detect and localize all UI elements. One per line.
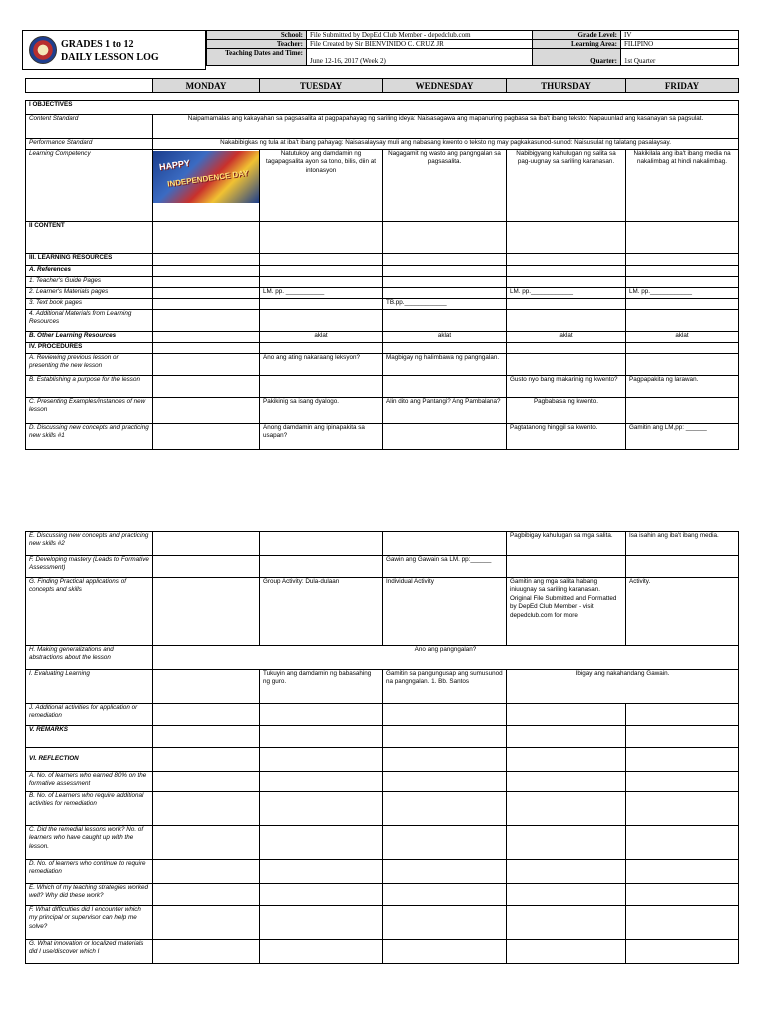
table-row [26, 254, 739, 266]
other-resources-thursday: aklat [507, 332, 626, 343]
other-resources-wednesday: aklat [383, 332, 507, 343]
procedure-c-thursday: Pagbabasa ng kwento. [507, 398, 626, 424]
table-row [26, 826, 739, 860]
performance-standard-text: Nakabibigkas ng tula at iba't ibang pahayag: Naisasalaysay muli ang nabasang kwento o teksto ng may pagkakasunod-sunod: Naisusulat ng talatang pasalaysay. [153, 139, 739, 150]
procedure-g-thursday: Gamitin ang mga salita habang iniuugnay sa sariling karanasan. Original File Submitted and Formatted by DepEd Club Member - visit depedclub.com for more [507, 578, 626, 646]
table-row [26, 266, 739, 277]
competency-friday: Nakikilala ang iba't ibang media na nakalimbag at hindi nakalimbag. [626, 150, 739, 222]
table-row [26, 139, 739, 150]
competency-thursday: Nabibigyang kahulugan ng salita sa pag-uugnay sa sariling karanasan. [507, 150, 626, 222]
section-content: II CONTENT [26, 222, 153, 254]
logo-title: GRADES 1 to 12 [61, 39, 134, 50]
procedure-g-wednesday: Individual Activity [383, 578, 507, 646]
day-header-table [25, 78, 739, 93]
procedure-b-thursday: Gusto nyo bang makarinig ng kwento? [507, 376, 626, 398]
procedure-d-thursday: Pagtatanong hinggil sa kwento. [507, 424, 626, 450]
performance-standard-label: Performance Standard [26, 139, 153, 150]
table-row [26, 101, 739, 115]
content-standard-text: Naipamamalas ang kakayahan sa pagsasalita at pagpapahayag ng sariling ideya: Naisasagawa ang mapanuring pagbasa sa iba't ibang teksto: Napauunlad ang kasanayan sa pagsulat. [153, 115, 739, 139]
teacher-value: File Created by Sir BIENVINIDO C. CRUZ JR [307, 40, 533, 49]
procedure-e-friday: Isa isahin ang iba't ibang media. [626, 532, 739, 556]
table-row [26, 332, 739, 343]
banner-line1: HAPPY [158, 157, 191, 173]
procedure-b-friday: Pagpapakita ng larawan. [626, 376, 739, 398]
teaching-dates-label: Teaching Dates and Time: [207, 49, 307, 66]
table-row [26, 398, 739, 424]
grade-level-value: IV [621, 31, 739, 40]
table-row [26, 277, 739, 288]
other-resources-label: B. Other Learning Resources [26, 332, 153, 343]
school-value: File Submitted by DepEd Club Member - depedclub.com [307, 31, 533, 40]
table-row [26, 726, 739, 748]
table-row [26, 354, 739, 376]
table-row [26, 704, 739, 726]
learning-area-value: FILIPINO [621, 40, 739, 49]
procedure-d-tuesday: Anong damdamin ang ipinapakita sa usapan? [260, 424, 383, 450]
table-row [26, 940, 739, 964]
table-row [26, 792, 739, 826]
quarter-value: 1st Quarter [621, 49, 739, 66]
procedure-g-tuesday: Group Activity: Dula-dulaan [260, 578, 383, 646]
reflection-e-label: E. Which of my teaching strategies worked well? Why did these work? [26, 884, 153, 906]
table-row [26, 115, 739, 139]
teacher-label: Teacher: [207, 40, 307, 49]
independence-day-banner [153, 150, 260, 222]
section-procedures: IV. PROCEDURES [26, 343, 153, 354]
day-monday: MONDAY [153, 79, 260, 93]
procedure-a-label: A. Reviewing previous lesson or presenting the new lesson [26, 354, 153, 376]
day-wednesday: WEDNESDAY [383, 79, 507, 93]
table-row [26, 670, 739, 704]
table-row [26, 222, 739, 254]
table-row [26, 578, 739, 646]
teachers-guide-label: 1. Teacher's Guide Pages [26, 277, 153, 288]
procedure-b-label: B. Establishing a purpose for the lesson [26, 376, 153, 398]
table-row [26, 299, 739, 310]
deped-logo-block [22, 30, 206, 70]
procedure-h-text: Ano ang pangngalan? [153, 646, 739, 670]
procedure-i-wednesday: Gamitin sa pangungusap ang sumusunod na pangngalan. 1. Bb. Santos [383, 670, 507, 704]
learners-materials-label: 2. Learner's Materials pages [26, 288, 153, 299]
table-row [26, 748, 739, 772]
procedure-j-label: J. Additional activities for application or remediation [26, 704, 153, 726]
header-info-table [206, 30, 739, 66]
table-row [26, 150, 739, 222]
table-row [26, 556, 739, 578]
table-row [26, 376, 739, 398]
table-row [26, 860, 739, 884]
table-row [26, 310, 739, 332]
procedure-e-label: E. Discussing new concepts and practicing new skills #2 [26, 532, 153, 556]
procedure-i-label: I. Evaluating Learning [26, 670, 153, 704]
day-tuesday: TUESDAY [260, 79, 383, 93]
procedure-a-wednesday: Magbigay ng halimbawa ng pangngalan. [383, 354, 507, 376]
procedure-c-label: C. Presenting Examples/instances of new lesson [26, 398, 153, 424]
section-reflection: VI. REFLECTION [26, 748, 153, 772]
deped-seal-icon [29, 36, 57, 64]
independence-day-image [153, 151, 259, 203]
lesson-log-table-page1 [25, 100, 739, 450]
tb-pages-wednesday: TB.pp.____________ [383, 299, 507, 310]
table-row [26, 343, 739, 354]
table-row [26, 646, 739, 670]
reflection-a-label: A. No. of learners who earned 80% on the formative assessment [26, 772, 153, 792]
reflection-g-label: G. What innovation or localized materials did I use/discover which I [26, 940, 153, 964]
reflection-d-label: D. No. of learners who continue to require remediation [26, 860, 153, 884]
table-row [26, 288, 739, 299]
references-label: A. References [26, 266, 153, 277]
learning-area-label: Learning Area: [533, 40, 621, 49]
textbook-label: 3. Text book pages [26, 299, 153, 310]
logo-subtitle: DAILY LESSON LOG [61, 52, 159, 63]
lesson-log-table-page2 [25, 531, 739, 964]
day-header-blank [26, 79, 153, 93]
table-row [26, 424, 739, 450]
table-row [26, 884, 739, 906]
day-friday: FRIDAY [626, 79, 739, 93]
learning-competency-label: Learning Competency [26, 150, 153, 222]
procedure-f-wednesday: Gawin ang Gawain sa LM. pp:______ [383, 556, 507, 578]
lm-pages-thursday: LM. pp.____________ [507, 288, 626, 299]
other-resources-tuesday: aklat [260, 332, 383, 343]
quarter-label: Quarter: [533, 49, 621, 66]
section-learning-resources: III. LEARNING RESOURCES [26, 254, 153, 266]
competency-wednesday: Nagagamit ng wasto ang pangngalan sa pagsasalita. [383, 150, 507, 222]
procedure-f-label: F. Developing mastery (Leads to Formative Assessment) [26, 556, 153, 578]
table-row [26, 772, 739, 792]
procedure-c-tuesday: Pakikinig sa isang dyalogo. [260, 398, 383, 424]
procedure-i-tuesday: Tukuyin ang damdamin ng babasahing ng guro. [260, 670, 383, 704]
school-label: School: [207, 31, 307, 40]
procedure-a-tuesday: Ano ang ating nakaraang leksyon? [260, 354, 383, 376]
reflection-c-label: C. Did the remedial lessons work? No. of learners who have caught up with the lesson. [26, 826, 153, 860]
competency-tuesday: Natutukoy ang damdamin ng tagapagsalita ayon sa tono, bilis, diin at intonasyon [260, 150, 383, 222]
reflection-b-label: B. No. of Learners who require additional activities for remediation [26, 792, 153, 826]
procedure-c-wednesday: Alin dito ang Pantangi? Ang Pambalana? [383, 398, 507, 424]
procedure-d-label: D. Discussing new concepts and practicing new skills #1 [26, 424, 153, 450]
procedure-i-thu-fri: Ibigay ang nakahandang Gawain. [507, 670, 739, 704]
content-standard-label: Content Standard [26, 115, 153, 139]
procedure-e-thursday: Pagbibigay kahulugan sa mga salita. [507, 532, 626, 556]
grade-level-label: Grade Level: [533, 31, 621, 40]
section-objectives: I OBJECTIVES [26, 101, 739, 115]
procedure-g-friday: Activity. [626, 578, 739, 646]
additional-materials-label: 4. Additional Materials from Learning Resources [26, 310, 153, 332]
section-remarks: V. REMARKS [26, 726, 153, 748]
table-row [26, 532, 739, 556]
lm-pages-friday: LM. pp.____________ [626, 288, 739, 299]
day-thursday: THURSDAY [507, 79, 626, 93]
procedure-d-friday: Gamitin ang LM,pp: ______ [626, 424, 739, 450]
other-resources-friday: aklat [626, 332, 739, 343]
reflection-f-label: F. What difficulties did I encounter which my principal or supervisor can help me solve? [26, 906, 153, 940]
procedure-g-label: G. Finding Practical applications of concepts and skills [26, 578, 153, 646]
procedure-h-label: H. Making generalizations and abstractions about the lesson [26, 646, 153, 670]
banner-line2: INDEPENDENCE DAY [166, 168, 250, 189]
lm-pages-tuesday: LM. pp. ___________ [260, 288, 383, 299]
teaching-dates-value: June 12-16, 2017 (Week 2) [307, 49, 533, 66]
table-row [26, 906, 739, 940]
